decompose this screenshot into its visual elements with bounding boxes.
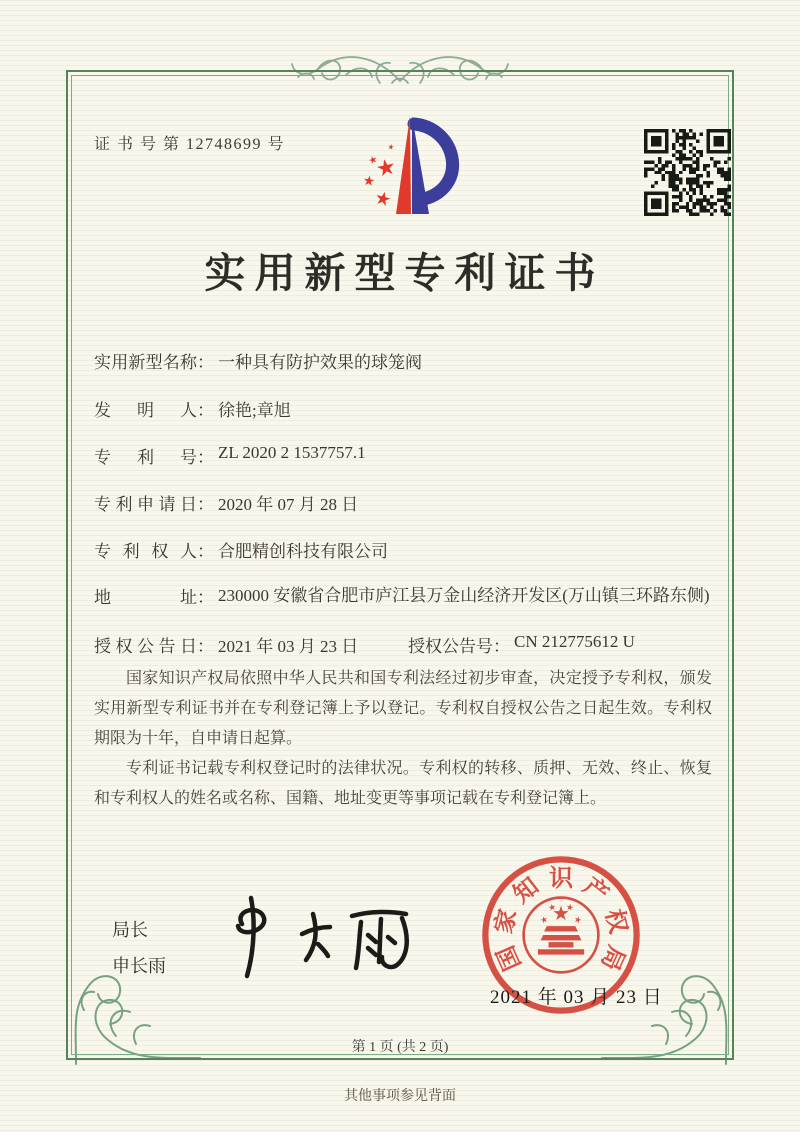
field-colon: ： [197, 448, 214, 467]
field-label: 授权公告号 [408, 637, 493, 656]
back-side-note: 其他事项参见背面 [344, 1089, 456, 1104]
field-label: 专利权人 [94, 542, 197, 561]
field-value: 2021 年 03 月 23 日 [218, 637, 359, 656]
field-row-filing-date [94, 490, 714, 515]
field-colon: ： [197, 495, 214, 514]
field-label: 发明人 [94, 401, 197, 420]
field-colon: ： [197, 637, 214, 656]
svg-text:识: 识 [548, 866, 574, 893]
svg-text:局: 局 [595, 941, 629, 975]
svg-text:知: 知 [509, 873, 545, 909]
logo-stars [363, 144, 396, 207]
svg-text:产: 产 [577, 873, 613, 909]
svg-text:家: 家 [491, 906, 523, 937]
field-row-patentee [94, 537, 714, 562]
field-row-name [94, 348, 714, 373]
svg-text:国: 国 [493, 941, 527, 975]
field-colon: ： [197, 542, 214, 561]
field-colon: ： [493, 637, 510, 656]
logo-wedge-red [396, 116, 411, 214]
field-value: 230000 安徽省合肥市庐江县万金山经济开发区(万山镇三环路东侧) [218, 586, 710, 605]
field-value: 合肥精创科技有限公司 [218, 542, 388, 561]
field-colon: ： [197, 401, 214, 420]
commissioner-title: 局长 [112, 920, 148, 940]
field-value: 2020 年 07 月 28 日 [218, 495, 359, 514]
legal-paragraph-2: 专利证书记载专利权登记时的法律状况。专利权的转移、质押、无效、终止、恢复和专利权人的姓名或名称、国籍、地址变更等事项记载在专利登记簿上。 [94, 760, 712, 808]
field-value: 徐艳;章旭 [218, 401, 291, 420]
field-value: 一种具有防护效果的球笼阀 [218, 353, 422, 372]
certificate-number: 证 书 号 第 12748699 号 [94, 136, 286, 153]
seal-date: 2021 年 03 月 23 日 [490, 987, 663, 1008]
seal-national-emblem [524, 898, 599, 973]
cnipa-logo-icon [338, 110, 466, 230]
field-value: ZL 2020 2 1537757.1 [218, 443, 366, 462]
legal-paragraph-1: 国家知识产权局依照中华人民共和国专利法经过初步审查，决定授予专利权，颁发实用新型专利证书并在专利登记簿上予以登记。专利权自授权公告之日起生效。专利权期限为十年，自申请日起算。 [94, 670, 712, 748]
field-label: 实用新型名称 [94, 353, 197, 372]
field-colon: ： [197, 353, 214, 372]
field-row-patent-number [94, 443, 714, 468]
commissioner-signature-icon [218, 888, 433, 983]
svg-text:权: 权 [599, 906, 631, 937]
field-label: 专利申请日 [94, 495, 197, 514]
field-label: 授权公告日 [94, 637, 197, 656]
field-value: CN 212775612 U [514, 632, 635, 651]
field-grant-number [408, 632, 635, 657]
commissioner-name: 申长雨 [112, 956, 166, 976]
field-row-grant [94, 632, 714, 657]
qr-code [644, 129, 731, 216]
field-label: 地址 [94, 588, 197, 607]
legal-text [94, 664, 712, 814]
page-number: 第 1 页 (共 2 页) [351, 1040, 449, 1055]
field-row-address [94, 583, 714, 609]
field-colon: ： [197, 588, 214, 607]
field-label: 专利号 [94, 448, 197, 467]
field-row-inventor [94, 396, 714, 421]
certificate-title: 实用新型专利证书 [204, 250, 605, 296]
